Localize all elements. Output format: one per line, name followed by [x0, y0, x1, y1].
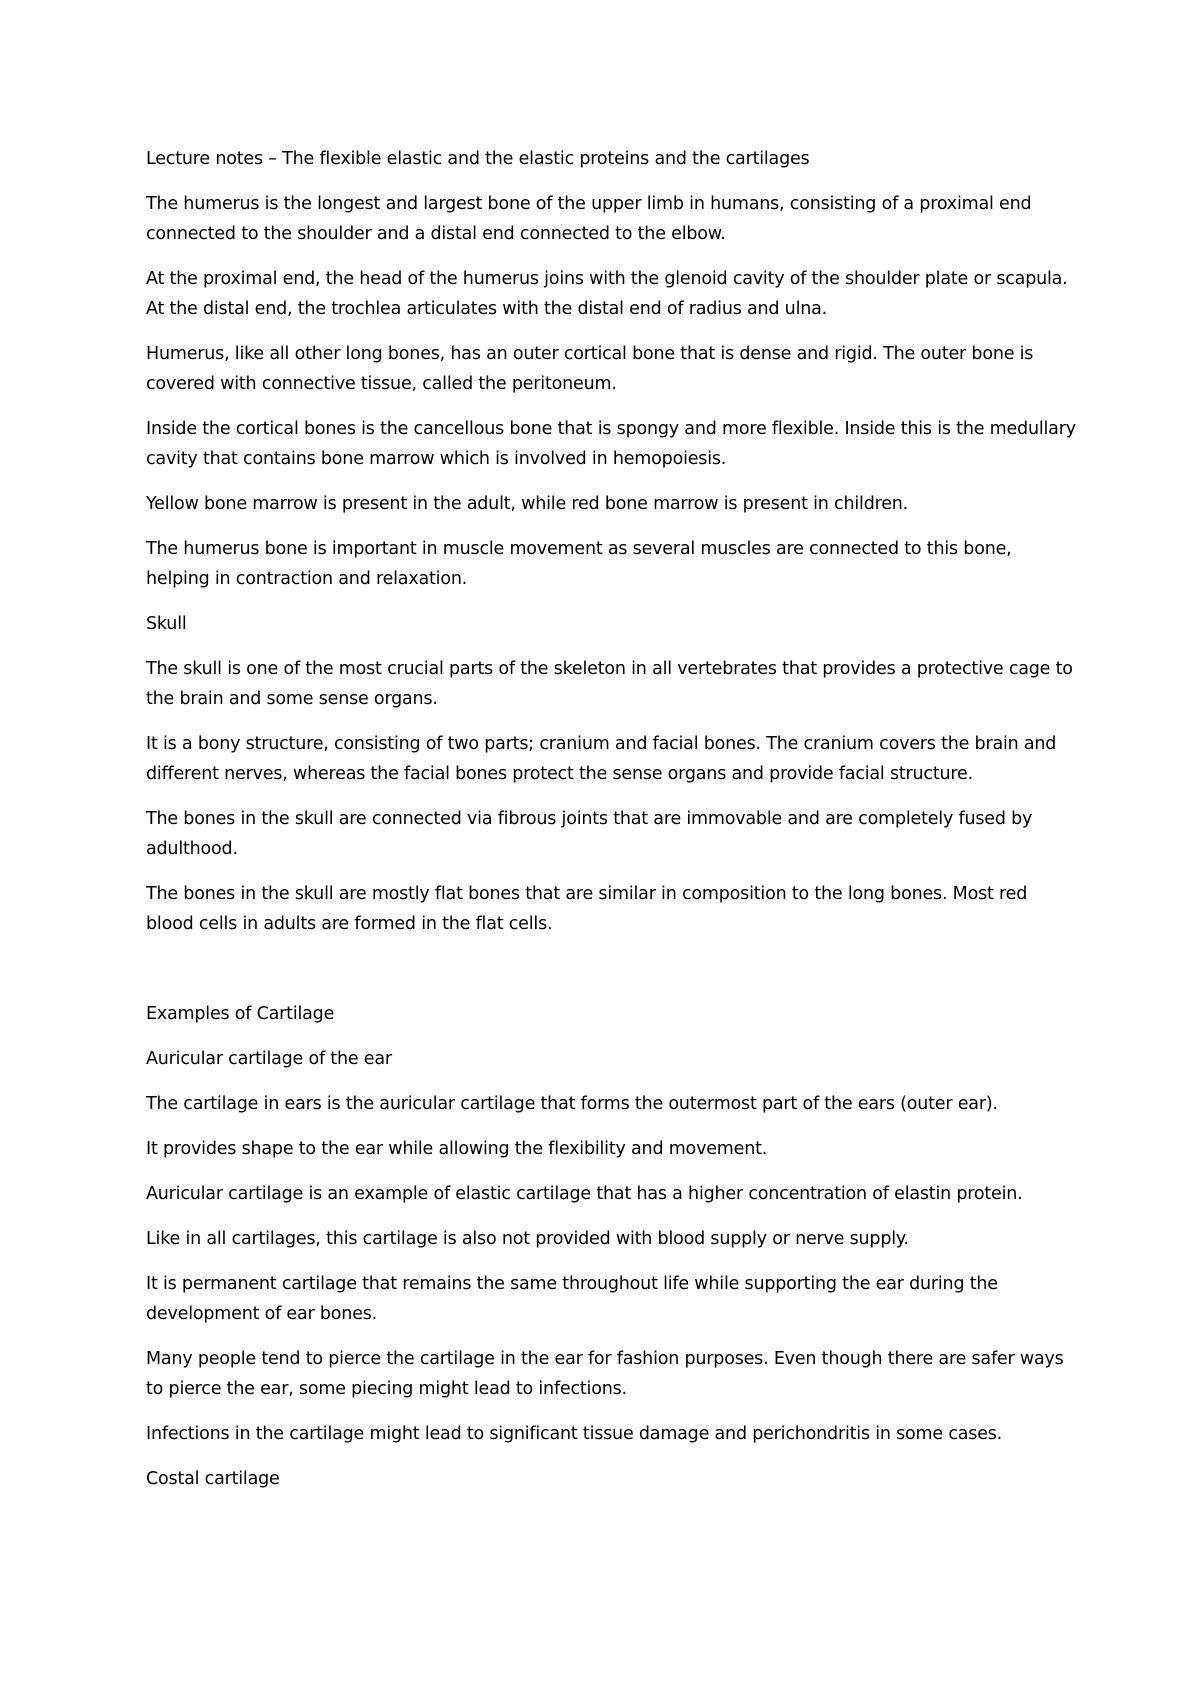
paragraph-cortical-bone: Humerus, like all other long bones, has an outer cortical bone that is dense and rigid. The outer bone is covered with connective tissue, called the peritoneum.: [146, 344, 1034, 394]
paragraph-infections: Infections in the cartilage might lead to significant tissue damage and perichondritis in some cases.: [146, 1424, 1003, 1444]
paragraph-cancellous-bone: Inside the cortical bones is the cancellous bone that is spongy and more flexible. Inside this is the medullary cavity that contains bone marrow which is involved in hemopoiesis.: [146, 419, 1076, 469]
section-heading-skull: Skull: [146, 614, 187, 634]
paragraph-humerus-ends: At the proximal end, the head of the humerus joins with the glenoid cavity of the shoulder plate or scapula. At the distal end, the trochlea articulates with the distal end of radius and ulna.: [146, 269, 1068, 319]
paragraph-blood-supply: Like in all cartilages, this cartilage is also not provided with blood supply or nerve supply.: [146, 1229, 909, 1249]
paragraph-skull-parts: It is a bony structure, consisting of two parts; cranium and facial bones. The cranium covers the brain and different nerves, whereas the facial bones protect the sense organs and provide facial structure.: [146, 734, 1057, 784]
subheading-auricular-cartilage: Auricular cartilage of the ear: [146, 1049, 392, 1069]
document-title: Lecture notes – The flexible elastic and the elastic proteins and the cartilages: [146, 149, 810, 169]
paragraph-ear-shape: It provides shape to the ear while allowing the flexibility and movement.: [146, 1139, 768, 1159]
section-heading-cartilage-examples: Examples of Cartilage: [146, 1004, 335, 1024]
paragraph-piercing: Many people tend to pierce the cartilage in the ear for fashion purposes. Even though there are safer ways to pierce the ear, some piecing might lead to infections.: [146, 1349, 1064, 1399]
paragraph-humerus-intro: The humerus is the longest and largest bone of the upper limb in humans, consisting of a proximal end connected to the shoulder and a distal end connected to the elbow.: [146, 194, 1032, 244]
paragraph-elastic-cartilage: Auricular cartilage is an example of elastic cartilage that has a higher concentration of elastin protein.: [146, 1184, 1023, 1204]
paragraph-permanent-cartilage: It is permanent cartilage that remains the same throughout life while supporting the ear during the development of ear bones.: [146, 1274, 998, 1324]
paragraph-skull-joints: The bones in the skull are connected via fibrous joints that are immovable and are completely fused by adulthood.: [146, 809, 1033, 859]
document-body: [146, 144, 1076, 1509]
paragraph-auricular-definition: The cartilage in ears is the auricular cartilage that forms the outermost part of the ears (outer ear).: [146, 1094, 998, 1114]
paragraph-flat-bones: The bones in the skull are mostly flat bones that are similar in composition to the long bones. Most red blood cells in adults are formed in the flat cells.: [146, 884, 1028, 934]
paragraph-muscle-movement: The humerus bone is important in muscle movement as several muscles are connected to this bone, helping in contraction and relaxation.: [146, 539, 1012, 589]
paragraph-bone-marrow: Yellow bone marrow is present in the adult, while red bone marrow is present in children.: [146, 494, 909, 514]
paragraph-skull-intro: The skull is one of the most crucial parts of the skeleton in all vertebrates that provides a protective cage to the brain and some sense organs.: [146, 659, 1073, 709]
subheading-costal-cartilage: Costal cartilage: [146, 1469, 280, 1489]
